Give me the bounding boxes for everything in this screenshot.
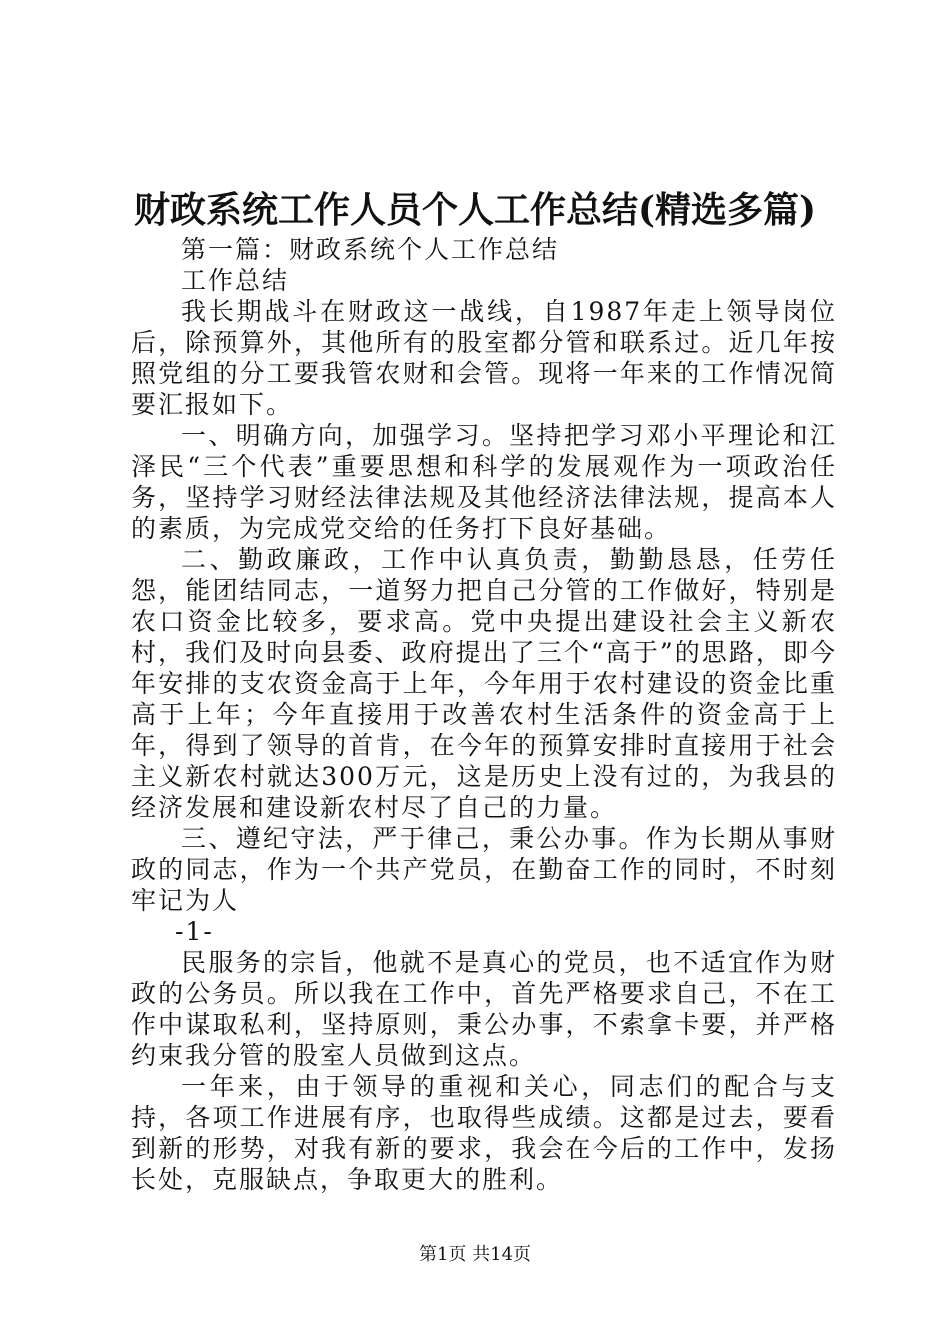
page-footer: 第1页 共14页	[418, 1244, 532, 1265]
paragraph-point-3: 三、遵纪守法，严于律己，秉公办事。作为长期从事财政的同志，作为一个共产党员，在勤奋工作的同时，不时刻牢记为人	[131, 824, 837, 915]
document-title: 财政系统工作人员个人工作总结(精选多篇)	[133, 189, 817, 231]
page-marker: -1-	[175, 917, 214, 946]
paragraph-conclusion: 一年来，由于领导的重视和关心，同志们的配合与支持，各项工作进展有序，也取得些成绩。这都是过去，要看到新的形势，对我有新的要求，我会在今后的工作中，发扬长处，克服缺点，争取更大的胜利。	[131, 1072, 837, 1194]
paragraph-point-1: 一、明确方向，加强学习。坚持把学习邓小平理论和江泽民“三个代表”重要思想和科学的发展观作为一项政治任务，坚持学习财经法律法规及其他经济法律法规，提高本人的素质，为完成党交给的任务打下良好基础。	[131, 421, 837, 543]
paragraph-point-2: 二、勤政廉政，工作中认真负责，勤勤恳恳，任劳任怨，能团结同志，一道努力把自己分管的工作做好，特别是农口资金比较多，要求高。党中央提出建设社会主义新农村，我们及时向县委、政府提出了三个“高于”的思路，即今年安排的支农资金高于上年，今年用于农村建设的资金比重高于上年；今年直接用于改善农村生活条件的资金高于上年，得到了领导的首肯，在今年的预算安排时直接用于社会主义新农村就达300万元，这是历史上没有过的，为我县的经济发展和建设新农村尽了自己的力量。	[131, 545, 837, 822]
subheading: 工作总结	[181, 266, 290, 295]
section-heading: 第一篇：财政系统个人工作总结	[181, 235, 560, 264]
paragraph-continuation: 民服务的宗旨，他就不是真心的党员，也不适宜作为财政的公务员。所以我在工作中，首先严格要求自己，不在工作中谋取私利，坚持原则，秉公办事，不索拿卡要，并严格约束我分管的股室人员做到这点。	[131, 948, 837, 1070]
document-body	[131, 234, 837, 1195]
paragraph-intro: 我长期战斗在财政这一战线，自1987年走上领导岗位后，除预算外，其他所有的股室都分管和联系过。近几年按照党组的分工要我管农财和会管。现将一年来的工作情况简要汇报如下。	[131, 297, 837, 419]
